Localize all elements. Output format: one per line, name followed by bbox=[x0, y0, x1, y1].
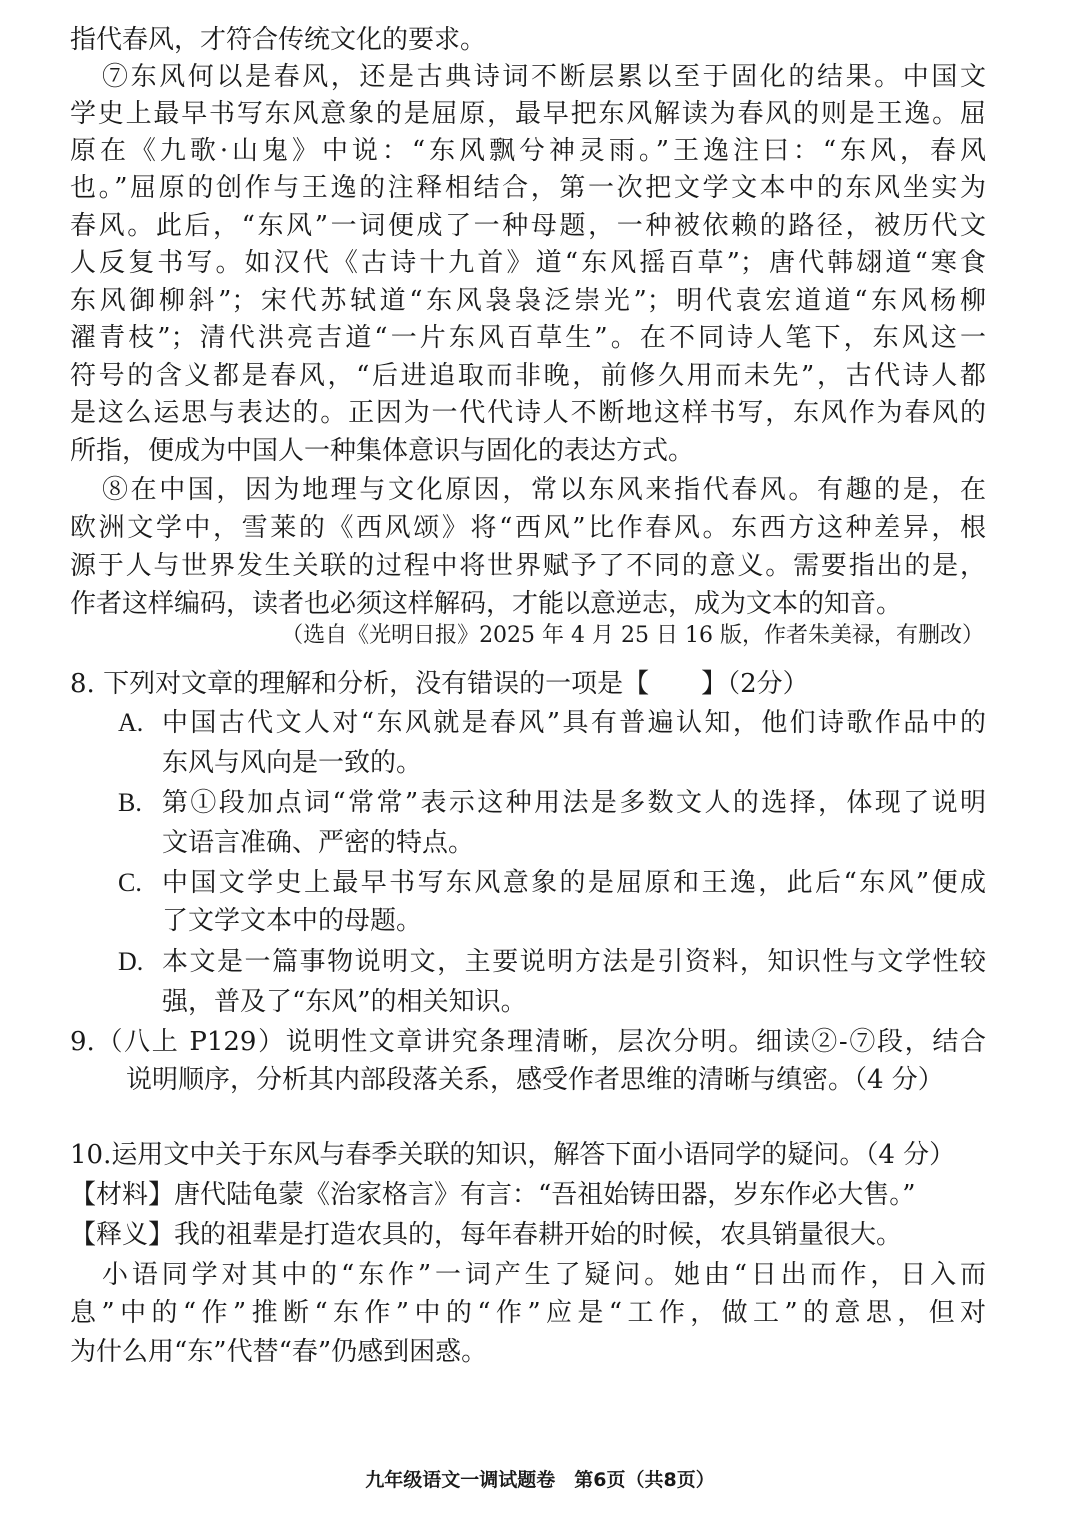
option-text: 中国古代文人对“东风就是春风”具有普遍认知，他们诗歌作品中的 bbox=[162, 708, 986, 738]
paragraph-6-tail: 指代春风，才符合传统文化的要求。 bbox=[70, 25, 487, 55]
question-stem: 8. 下列对文章的理解和分析，没有错误的一项是【 】（2分） bbox=[70, 669, 809, 699]
text-line: 东风御柳斜”；宋代苏轼道“东风袅袅泛崇光”；明代袁宏道道“东风杨柳 bbox=[70, 286, 986, 316]
text-line: 作者这样编码，读者也必须这样解码，才能以意逆志，成为文本的知音。 bbox=[70, 589, 903, 619]
text-line: 欧洲文学中，雪莱的《西风颂》将“西风”比作春风。东西方这种差异，根 bbox=[70, 513, 986, 543]
option-letter: A. bbox=[118, 708, 144, 737]
question-stem: 说明顺序，分析其内部段落关系，感受作者思维的清晰与缜密。（4 分） bbox=[126, 1065, 944, 1095]
option-text: 强，普及了“东风”的相关知识。 bbox=[162, 987, 527, 1017]
option-letter: D. bbox=[118, 947, 144, 976]
text-line: ⑦东风何以是春风，还是古典诗词不断层累以至于固化的结果。中国文 bbox=[102, 62, 986, 92]
option-text: 文语言准确、严密的特点。 bbox=[162, 828, 475, 858]
option-letter: C. bbox=[118, 868, 142, 897]
source-citation: （选自《光明日报》2025 年 4 月 25 日 16 版，作者朱美禄，有删改） bbox=[281, 623, 984, 648]
text-line: 源于人与世界发生关联的过程中将世界赋予了不同的意义。需要指出的是， bbox=[70, 551, 986, 581]
text-line: ⑧在中国，因为地理与文化原因，常以东风来指代春风。有趣的是，在 bbox=[102, 475, 986, 505]
option-text: 东风与风向是一致的。 bbox=[162, 748, 423, 778]
option-text: 了文学文本中的母题。 bbox=[162, 906, 423, 936]
option-text: 中国文学史上最早书写东风意象的是屈原和王逸，此后“东风”便成 bbox=[162, 868, 986, 898]
question-stem: 9.（八上 P129）说明性文章讲究条理清晰，层次分明。细读②-⑦段，结合 bbox=[70, 1027, 986, 1057]
text-line: 为什么用“东”代替“春”仍感到困惑。 bbox=[70, 1337, 488, 1367]
text-line: 人反复书写。如汉代《古诗十九首》道“东风摇百草”；唐代韩翃道“寒食 bbox=[70, 248, 986, 278]
option-text: 第①段加点词“常常”表示这种用法是多数文人的选择，体现了说明 bbox=[162, 788, 986, 818]
text-line: 濯青枝”；清代洪亮吉道“一片东风百草生”。在不同诗人笔下，东风这一 bbox=[70, 323, 986, 353]
material-text: 【材料】唐代陆龟蒙《治家格言》有言：“吾祖始铸田器，岁东作必大售。” bbox=[70, 1180, 916, 1210]
explanation-text: 【释义】我的祖辈是打造农具的，每年春耕开始的时候，农具销量很大。 bbox=[70, 1220, 903, 1250]
text-line: 所指，便成为中国人一种集体意识与固化的表达方式。 bbox=[70, 436, 695, 466]
text-line: 小语同学对其中的“东作”一词产生了疑问。她由“日出而作，日入而 bbox=[102, 1260, 986, 1290]
question-stem: 10.运用文中关于东风与春季关联的知识，解答下面小语同学的疑问。（4 分） bbox=[70, 1140, 956, 1170]
text-line: 是这么运思与表达的。正因为一代代诗人不断地这样书写，东风作为春风的 bbox=[70, 398, 986, 428]
text-line: 学史上最早书写东风意象的是屈原，最早把东风解读为春风的则是王逸。屈 bbox=[70, 99, 986, 129]
option-text: 本文是一篇事物说明文，主要说明方法是引资料，知识性与文学性较 bbox=[162, 947, 986, 977]
text-line: 息”中的“作”推断“东作”中的“作”应是“工作，做工”的意思，但对 bbox=[70, 1298, 986, 1328]
page-footer: 九年级语文一调试题卷 第6页（共8页） bbox=[365, 1469, 715, 1491]
option-letter: B. bbox=[118, 788, 142, 817]
text-line: 符号的含义都是春风，“后进追取而非晚，前修久用而未先”，古代诗人都 bbox=[70, 361, 986, 391]
text-line: 春风。此后，“东风”一词便成了一种母题，一种被依赖的路径，被历代文 bbox=[70, 211, 986, 241]
text-line: 原在《九歌·山鬼》中说：“东风飘兮神灵雨。”王逸注曰：“东风，春风 bbox=[70, 136, 986, 166]
text-line: 也。”屈原的创作与王逸的注释相结合，第一次把文学文本中的东风坐实为 bbox=[70, 173, 986, 203]
